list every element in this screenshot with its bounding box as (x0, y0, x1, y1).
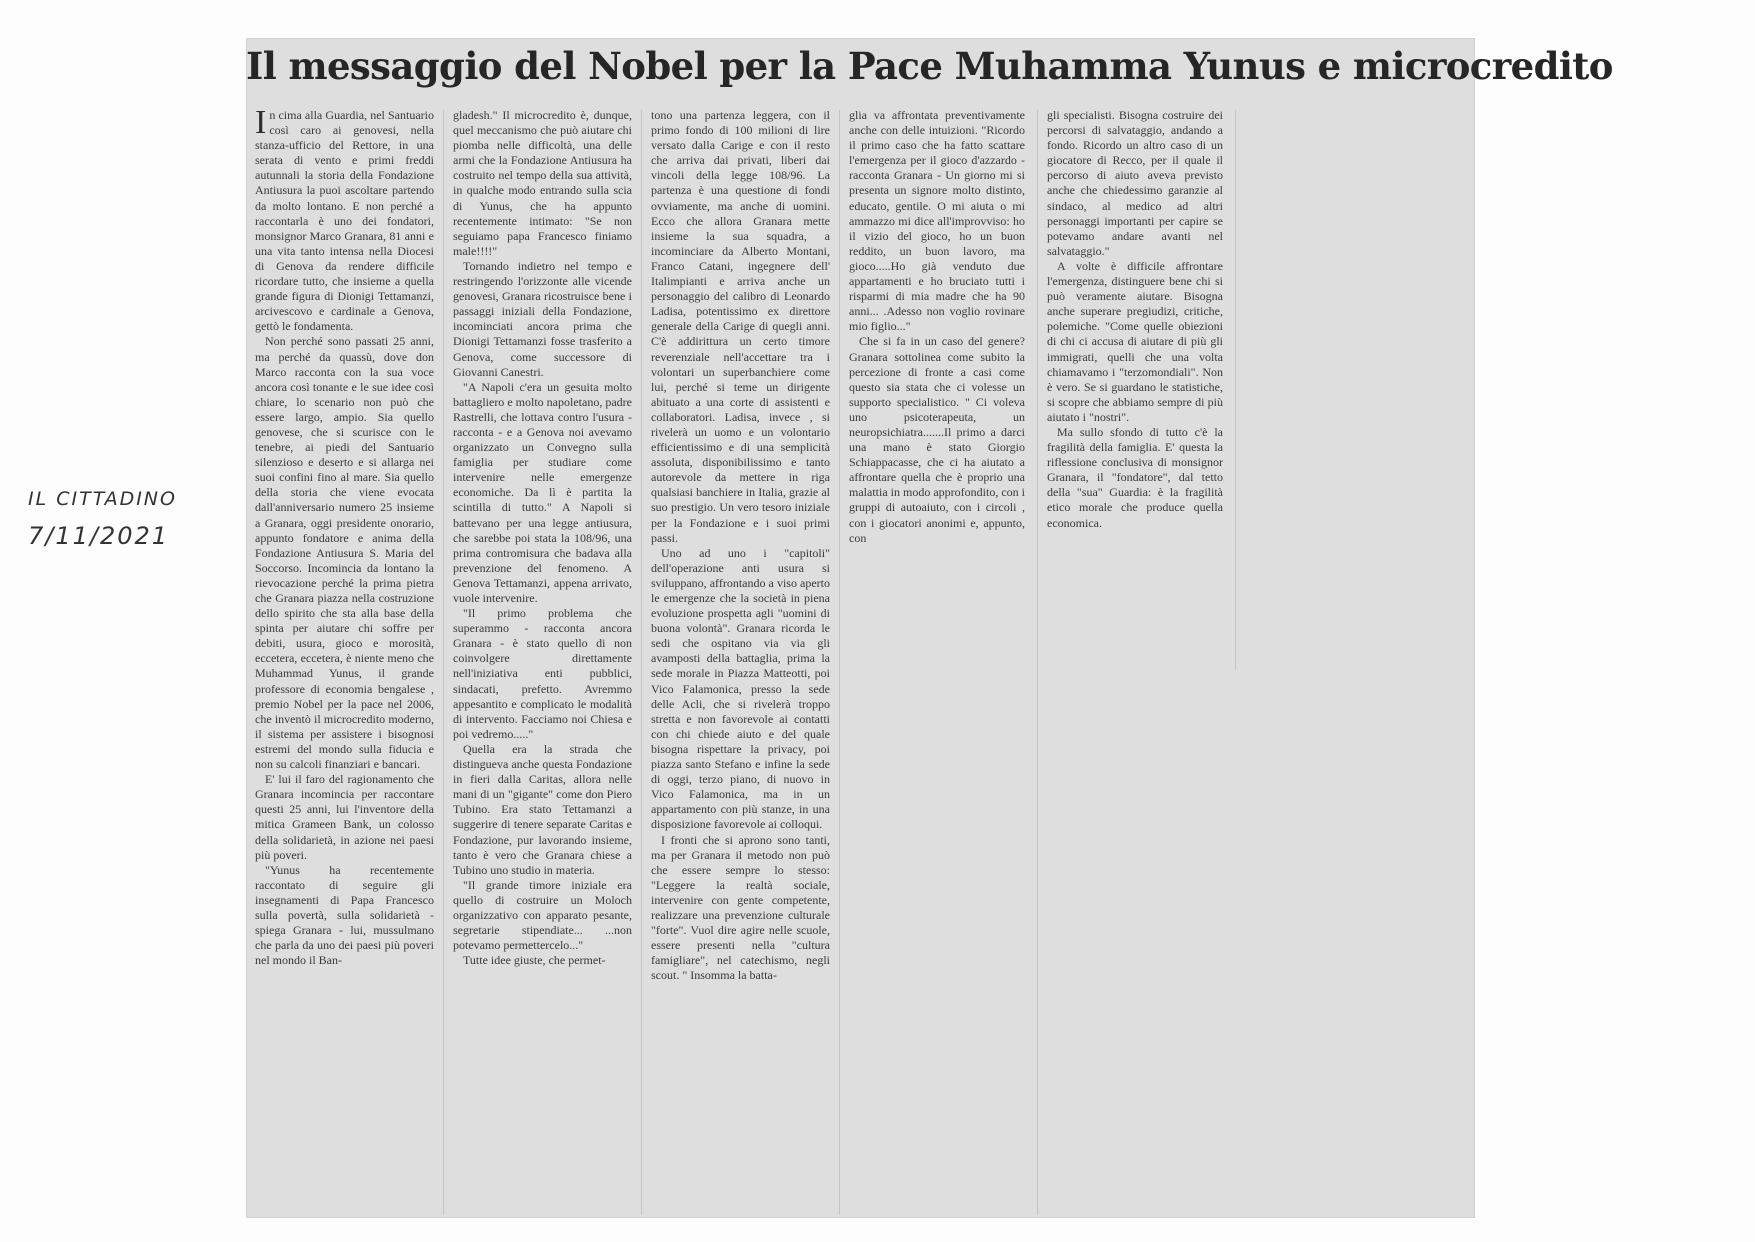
article-paragraph: I fronti che si aprono sono tanti, ma per Granara il metodo non può che essere sempre lo stesso: "Leggere la realtà sociale, intervenire con gente competente, realizzare una prevenzione culturale "forte". Vuol dire agire nelle scuole, essere presenti nella "cultura famigliare", nel catechismo, negli scout. " Insomma la batta- (651, 832, 830, 983)
article-paragraph: glia va affrontata preventivamente anche con delle intuizioni. "Ricordo il primo caso che ha fatto scattare l'emergenza per il gioco d'azzardo - racconta Granara - Un giorno mi si presenta un signore molto distinto, educato, gentile. O mi aiuta o mi ammazzo mi dice all'improvviso: ho il vizio del gioco, ho un buon reddito, un buon lavoro, ma gioco.....Ho già venduto due appartamenti e ho bruciato tutti i risparmi di mia madre che ha 90 anni... .Adesso non voglio rovinare mio figlio..." (849, 108, 1025, 334)
article-paragraph: "A Napoli c'era un gesuita molto battagliero e molto napoletano, padre Rastrelli, che lottava contro l'usura - racconta - e a Genova noi avevamo organizzato un Convegno sulla famiglia per studiare come intervenire nelle emergenze economiche. Da lì è partita la scintilla di tutto." A Napoli si battevano per una legge antiusura, che sarebbe poi stata la 108/96, una prima contromisura che badava alla prevenzione del fenomeno. A Genova Tettamanzi, appena arrivato, vuole intervenire. (453, 379, 632, 605)
article-column-1 (255, 104, 434, 968)
article-paragraph: Ma sullo sfondo di tutto c'è la fragilità della famiglia. E' questa la riflessione conclusiva di monsignor Granara, il "fondatore", dal tetto della "sua" Guardia: è la fragilità etico morale che produce quella economica. (1047, 424, 1223, 530)
article-column-5 (1047, 108, 1223, 531)
article-paragraph: In cima alla Guardia, nel Santuario così caro ai genovesi, nella stanza-ufficio del Rettore, in una serata di vento e primi freddi autunnali la storia della Fondazione Antiusura la puoi ascoltare partendo da molto lontano. E non perché a raccontarla è uno dei fondatori, monsignor Marco Granara, 81 anni e una vita tanto intensa nella Diocesi di Genova da rendere difficile ricordare tutto, che insieme a quella grande figura di Dionigi Tettamanzi, arcivescovo e cardinale a Genova, gettò le fondamenta. (255, 104, 434, 334)
column-divider (641, 110, 642, 1215)
newspaper-clipping (246, 38, 1613, 1218)
article-paragraph: Tutte idee giuste, che permet- (463, 953, 606, 968)
article-paragraph: A volte è difficile affrontare l'emergenza, distinguere bene chi si può veramente aiutare. Bisogna anche superare pregiudizi, critiche, polemiche. "Come quelle obiezioni di chi ci accusa di aiutare di più gli immigrati, quelli che una volta chiamavamo i "terzomondiali". Non è vero. Se si guardano le statistiche, si scopre che abbiamo sempre di più aiutato i "nostri". (1047, 258, 1223, 424)
article-column-4 (849, 108, 1025, 546)
article-paragraph: Tornando indietro nel tempo e restringendo l'orizzonte alle vicende genovesi, Granara ricostruisce bene i passaggi iniziali della Fondazione, incominciati ancora prima che Dionigi Tettamanzi fosse trasferito a Genova, come successore di Giovanni Canestri. (453, 258, 632, 379)
handwritten-date-note: 7/11/2021 (28, 522, 170, 550)
article-paragraph: E' lui il faro del ragionamento che Granara incomincia per raccontare questi 25 anni, lui l'inventore della mitica Grameen Bank, un colosso della solidarietà, in azione nei paesi più poveri. (255, 772, 434, 862)
article-paragraph: gladesh." Il microcredito è, dunque, quel meccanismo che può aiutare chi piomba nelle difficoltà, una delle armi che la Fondazione Antiusura ha costruito nel tempo della sua attività, in qualche modo entrando sulla scia di Yunus, che ha appunto recentemente intimato: "Se non seguiamo papa Francesco finiamo male!!!!" (453, 108, 632, 258)
article-paragraph: "Il grande timore iniziale era quello di costruire un Moloch organizzativo con apparato pesante, segretarie stipendiate... ...non potevamo permettercelo..." (453, 877, 632, 953)
article-paragraph: gli specialisti. Bisogna costruire dei percorsi di salvataggio, andando a fondo. Ricordo un altro caso di un giocatore di Recco, per il quale il percorso di aiuto aveva previsto anche che chiedessimo garanzie al sindaco, al medico ad altri personaggi importanti per capire se potevamo andare avanti nel salvataggio." (1047, 108, 1223, 258)
article-paragraph: Quella era la strada che distingueva anche questa Fondazione in fieri dalla Caritas, allora nelle mani di un "gigante" come don Piero Tubino. Era stato Tettamanzi a suggerire di tenere separate Caritas e Fondazione, pur lavorando insieme, tanto è vero che Granara chiese a Tubino uno studio in materia. (453, 741, 632, 877)
article-paragraph: Uno ad uno i "capitoli" dell'operazione anti usura si sviluppano, affrontando a viso aperto le emergenze che la società in piena evoluzione prospetta agli "uomini di buona volontà". Granara ricorda le sedi che ospitano via via gli avamposti della battaglia, prima la sede morale in Piazza Matteotti, poi Vico Falamonica, presso la sede delle Acli, che si rivelerà troppo stretta e non favorevole ai contatti con chi chiede aiuto e del quale bisogna rispettare la privacy, poi piazza santo Stefano e infine la sede di oggi, terzo piano, di nuovo in Vico Falamonica, ma in un appartamento con più stanze, in una disposizione favorevole ai colloqui. (651, 545, 830, 832)
article-column-3 (651, 108, 830, 983)
article-headline: Il messaggio del Nobel per la Pace Muhamma Yunus e microcredito (246, 44, 1613, 88)
article-paragraph: Non perché sono passati 25 anni, ma perché da quassù, dove don Marco racconta con la sua voce ancora così tonante e le sue idee così chiare, lo scenario non può che essere largo, ampio. Sia quello genovese, che si scurisce con le tenebre, ai piedi del Santuario silenzioso e deserto e si allarga nei suoi confini fino al mare. Sia quello della storia che viene evocata dall'anniversario numero 25 insieme a Granara, oggi presidente onorario, appunto fondatore e anima della Fondazione Antiusura S. Maria del Soccorso. Incomincia da lontano la rievocazione perché la prima pietra che Granara piazza nella costruzione dello spirito che sta alla base della spinta per aiutare chi soffre per debiti, usura, gioco e morosità, eccetera, eccetera, è niente meno che Muhammad Yunus, il grande professore di economia bengalese , premio Nobel per la pace nel 2006, che inventò il microcredito moderno, il sistema per assistere i bisognosi estremi del mondo sulla fiducia e non su calcoli finanziari e bancari. (255, 334, 434, 772)
article-paragraph: "Yunus ha recentemente raccontato di seguire gli insegnamenti di Papa Francesco sulla povertà, sulla solidarietà - spiega Granara - lui, mussulmano che parla da uno dei paesi più poveri nel mondo il Ban- (255, 862, 434, 968)
column-divider (839, 110, 840, 1215)
article-paragraph: "Il primo problema che superammo - racconta ancora Granara - è stato quello di non coinvolgere direttamente nell'iniziativa enti pubblici, sindacati, prefetto. Avremmo appesantito e complicato le modalità di intervento. Facciamo noi Chiesa e poi vedremo....." (453, 606, 632, 741)
column-divider (1235, 110, 1236, 670)
handwritten-source-note: IL CITTADINO (28, 488, 177, 510)
article-column-2 (453, 108, 632, 968)
article-paragraph: tono una partenza leggera, con il primo fondo di 100 milioni di lire versato dalla Carige e con il resto che arriva dai privati, liberi dai vincoli della legge 108/96. La partenza è una questione di fondi ovviamente, ma anche di uomini. Ecco che allora Granara mette insieme la sua squadra, a incominciare da Alberto Montani, Franco Catani, ingegnere dell' Italimpianti e arriva anche un personaggio del calibro di Leonardo Ladisa, potentissimo ex direttore generale della Carige di quegli anni. C'è addirittura un certo timore reverenziale nell'accettare tra i volontari un superbanchiere come lui, perché si teme un dirigente abituato a una corte di assistenti e collaboratori. Ladisa, invece , si rivelerà un uomo e un volontario efficientissimo e di una semplicità assoluta, disponibilissimo e tanto autorevole da mettere in riga qualsiasi banchiere in Italia, grazie al suo prestigio. Un vero tesoro iniziale per la Fondazione e i suoi primi passi. (651, 108, 830, 545)
drop-cap: I (255, 104, 267, 141)
article-paragraph: Che si fa in un caso del genere? Granara sottolinea come subito la percezione di fronte a casi come questo sia stata che ci volesse un supporto specialistico. " Ci voleva uno psicoterapeuta, un neuropsichiatra.......Il primo a darci una mano è stato Giorgio Schiappacasse, che ci ha aiutato a affrontare quella che è proprio una malattia in modo approfondito, con i gruppi di autoaiuto, con i circoli , con i giocatori anonimi e, appunto, con (849, 334, 1025, 545)
column-divider (443, 110, 444, 1215)
column-divider (1037, 110, 1038, 1215)
